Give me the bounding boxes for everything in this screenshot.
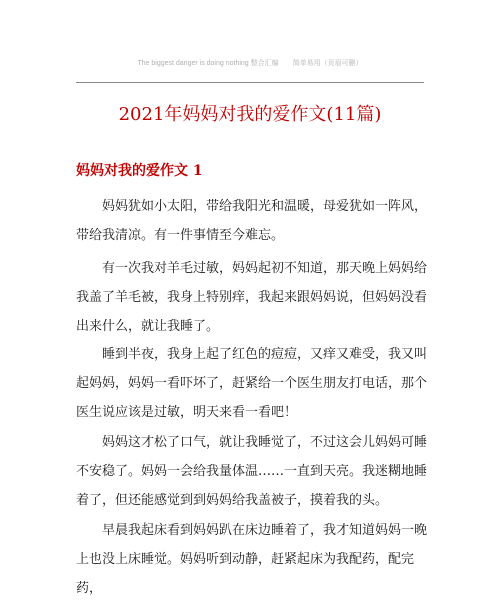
section-heading: 妈妈对我的爱作文 1	[76, 163, 203, 179]
paragraph: 早晨我起床看到妈妈趴在床边睡着了，我才知道妈妈一晚上也没上床睡觉。妈妈听到动静，赶紧起床为我配药，配完药，	[76, 523, 428, 596]
paragraph: 妈妈这才松了口气，就让我睡觉了，不过这会儿妈妈可睡不安稳了。妈妈一会给我量体温……一直到天亮。我迷糊地睡着了，但还能感觉到到妈妈给我盖被子，摸着我的头。	[76, 435, 428, 508]
header-rule	[76, 82, 424, 83]
paragraph: 睡到半夜，我身上起了红色的痘痘，又痒又难受，我又叫起妈妈，妈妈一看吓坏了，赶紧给一个医生朋友打电话，那个医生说应该是过敏，明天来看一看吧！	[76, 347, 428, 420]
header-text: The biggest danger is doing nothing 整合汇编 简单易用（页眉可删）	[137, 60, 363, 67]
paragraph: 妈妈犹如小太阳，带给我阳光和温暖，母爱犹如一阵风，带给我清凉。有一件事情至今难忘。	[76, 199, 428, 243]
paragraph: 有一次我对羊毛过敏，妈妈起初不知道，那天晚上妈妈给我盖了羊毛被，我身上特别痒，我起来跟妈妈说，但妈妈没看出来什么，就让我睡了。	[76, 261, 428, 334]
document-title: 2021年妈妈对我的爱作文(11篇)	[118, 104, 382, 125]
